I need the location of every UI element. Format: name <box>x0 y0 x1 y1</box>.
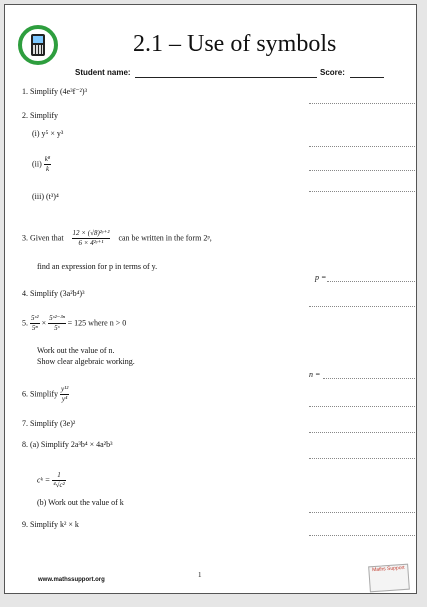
fraction-numerator: 5ˣ²⁻³ⁿ <box>49 314 65 322</box>
question-2iii: (iii) (t³)⁴ <box>32 192 59 201</box>
answer-line-5[interactable] <box>323 378 415 379</box>
question-2ii-label: (ii) <box>32 159 42 169</box>
equation-lhs: cᵏ = <box>37 475 51 485</box>
question-5-tail: = 125 where n > 0 <box>67 318 127 328</box>
fraction-q5-second <box>48 314 66 333</box>
page-title: 2.1 – Use of symbols <box>133 31 337 57</box>
answer-label-n: n = <box>309 370 321 379</box>
question-3-tail: can be written in the form 2ᵖ, <box>118 233 212 243</box>
fraction-q3 <box>72 229 111 248</box>
question-6-label: 6. Simplify <box>22 389 59 399</box>
fraction-q6 <box>60 385 69 404</box>
answer-line-7[interactable] <box>309 432 415 433</box>
answer-line-8b[interactable] <box>309 512 415 513</box>
answer-line-2i[interactable] <box>309 146 415 147</box>
fraction-denominator: 5ˣ <box>54 324 60 332</box>
answer-line-9[interactable] <box>309 535 415 536</box>
fraction-denominator: y⁴ <box>61 395 68 403</box>
fraction-denominator: 5ⁿ <box>31 324 38 332</box>
question-5: 5. $\frac{\text{5ˣ²}}{\text{5ⁿ}}$ × $\frac{\text{5ˣ²⁻³ⁿ}}{\text{5ˣ}}$ = 125 where n > 0 <box>22 314 127 332</box>
question-4: 4. Simplify (3a²b⁴)³ <box>22 289 85 298</box>
answer-line-4[interactable] <box>309 306 415 307</box>
answer-line-2iii[interactable] <box>309 191 415 192</box>
question-1: 1. Simplify (4e³f⁻²)³ <box>22 87 87 96</box>
maths-support-stamp-icon <box>368 564 410 593</box>
question-3 <box>22 229 212 248</box>
question-5-instruction: Work out the value of n. <box>37 346 115 355</box>
fraction-numerator: y¹² <box>61 385 69 393</box>
fraction-q8 <box>52 471 65 490</box>
fraction-denominator: ⁴√c² <box>53 481 65 489</box>
fraction-numerator: 1 <box>52 471 65 481</box>
question-5-label: 5. <box>22 318 28 328</box>
question-6 <box>22 385 69 404</box>
student-name-label: Student name: <box>75 68 131 77</box>
question-3-lead: 3. Given that <box>22 233 64 243</box>
page-number: 1 <box>198 571 202 579</box>
question-8a: 8. (a) Simplify 2a³b⁴ × 4a²b³ <box>22 440 113 449</box>
worksheet-page <box>4 4 417 594</box>
question-7: 7. Simplify (3e)² <box>22 419 76 428</box>
score-label: Score: <box>320 68 345 77</box>
fraction-q5-first <box>30 314 40 333</box>
fraction-numerator: 12 × (√8)²ʸ⁺² <box>72 229 110 237</box>
question-5-working-note: Show clear algebraic working. <box>37 357 135 366</box>
question-8-equation <box>37 471 66 490</box>
answer-line-8a[interactable] <box>309 458 415 459</box>
score-field[interactable] <box>350 77 384 78</box>
stamp-text: Maths Support <box>371 564 405 574</box>
calculator-logo-icon <box>18 25 58 65</box>
fraction-numerator: 5ˣ² <box>31 314 39 322</box>
answer-line-2ii[interactable] <box>309 170 415 171</box>
question-8b: (b) Work out the value of k <box>37 498 124 507</box>
question-3-instruction: find an expression for p in terms of y. <box>37 262 158 271</box>
question-2ii <box>32 155 51 174</box>
answer-line-3[interactable] <box>327 281 415 282</box>
fraction-numerator: k⁸ <box>44 155 51 163</box>
answer-line-1[interactable] <box>309 103 415 104</box>
fraction-denominator: k <box>46 165 50 173</box>
answer-line-6[interactable] <box>309 406 415 407</box>
question-9: 9. Simplify k² × k <box>22 520 79 529</box>
website-link[interactable]: www.mathssupport.org <box>38 577 105 583</box>
question-2i: (i) y⁵ × y³ <box>32 129 64 138</box>
answer-label-p: p = <box>315 273 327 282</box>
fraction-denominator: 6 × 4²ʸ⁺¹ <box>78 239 104 247</box>
question-2: 2. Simplify <box>22 111 59 120</box>
student-name-field[interactable] <box>135 77 317 78</box>
fraction-k8-over-k <box>44 155 52 174</box>
